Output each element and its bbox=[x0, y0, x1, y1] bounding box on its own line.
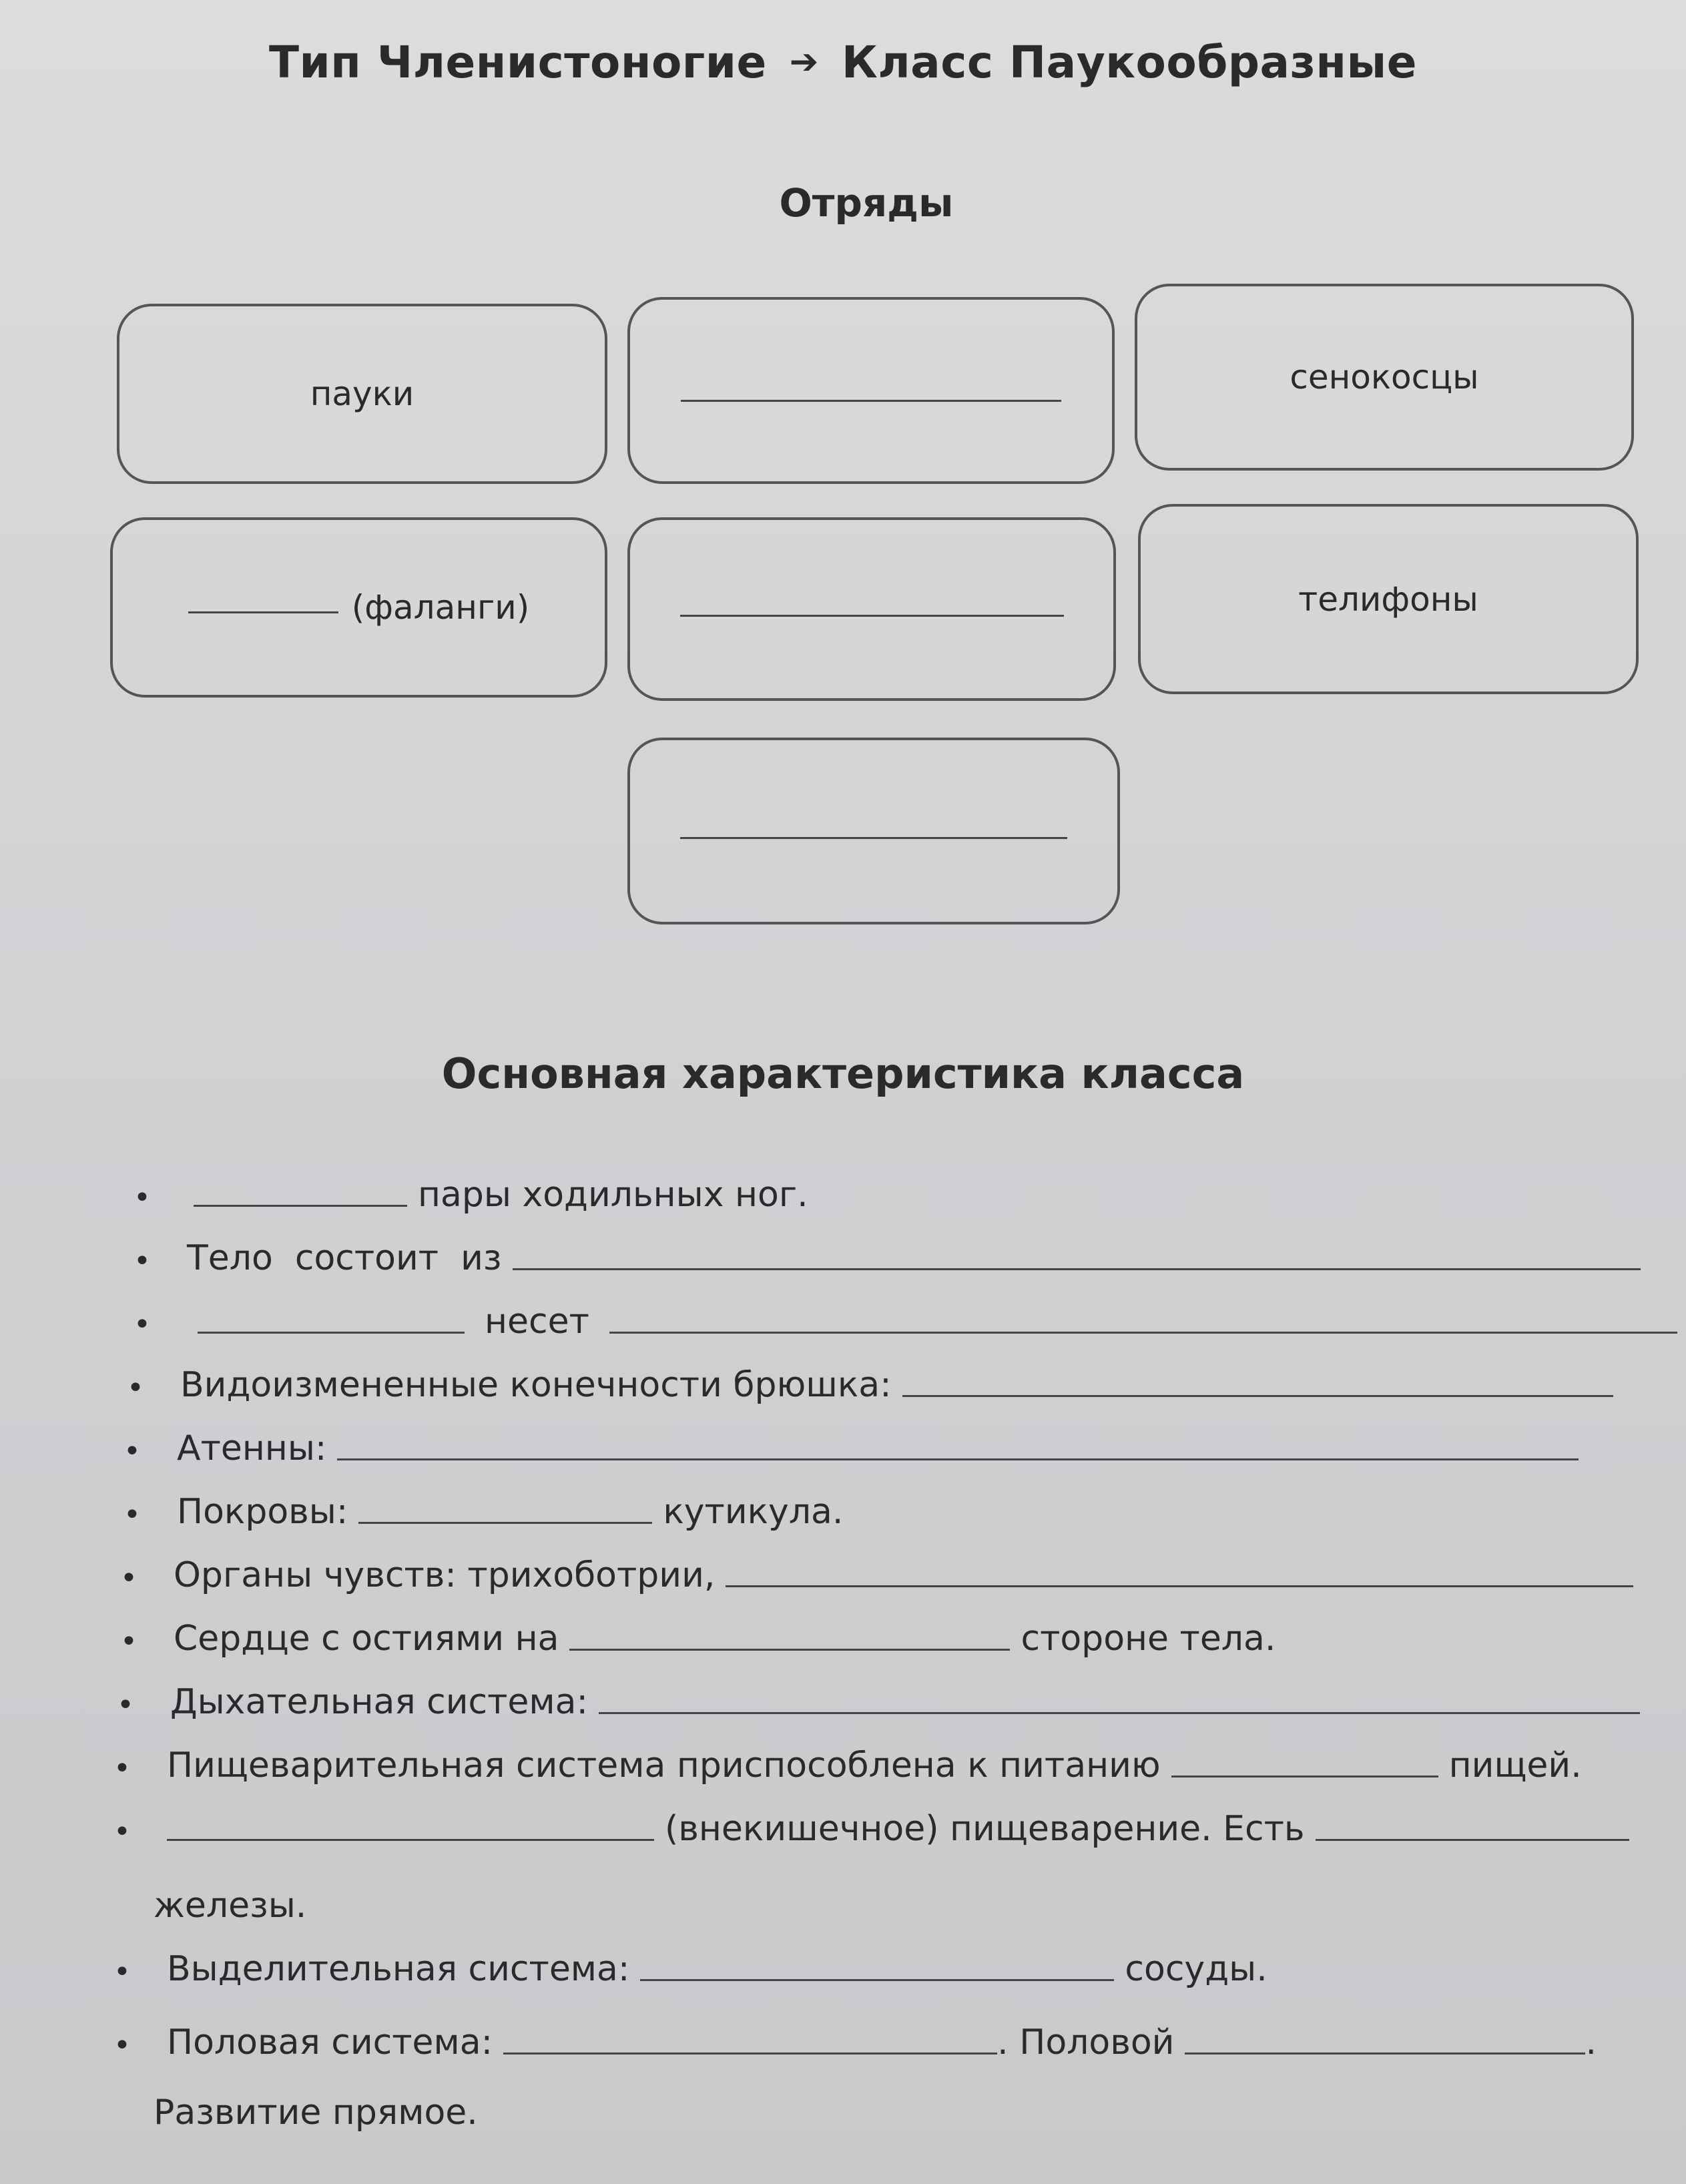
blank-line[interactable] bbox=[503, 2053, 997, 2055]
item-text: Выделительная система: bbox=[167, 1949, 630, 1989]
page-title bbox=[0, 37, 1686, 88]
blank-line[interactable] bbox=[569, 1649, 1010, 1651]
blank-line[interactable] bbox=[1185, 2053, 1585, 2055]
blank-line[interactable] bbox=[902, 1395, 1613, 1397]
blank-line[interactable] bbox=[680, 615, 1064, 617]
item-text: Тело состоит из bbox=[187, 1238, 502, 1278]
order-label: пауки bbox=[310, 374, 414, 413]
item-text: Дыхательная система: bbox=[170, 1682, 589, 1722]
item-text: несет bbox=[485, 1302, 589, 1342]
bullet-icon: • bbox=[123, 1434, 141, 1468]
blank-line[interactable] bbox=[194, 1205, 407, 1207]
bullet-icon: • bbox=[120, 1625, 137, 1659]
item-text: кутикула. bbox=[663, 1492, 844, 1532]
item-text: . bbox=[1585, 2022, 1597, 2063]
blank-line[interactable] bbox=[640, 1979, 1114, 1981]
blank-line[interactable] bbox=[726, 1585, 1633, 1587]
bullet-icon: • bbox=[113, 1815, 131, 1849]
blank-line[interactable] bbox=[337, 1458, 1579, 1460]
item-continuation: железы. bbox=[154, 1886, 307, 1926]
list-item bbox=[113, 1809, 1640, 1849]
list-item bbox=[113, 2022, 1597, 2063]
list-item bbox=[120, 1619, 1276, 1659]
item-text: Органы чувств: трихоботрии, bbox=[174, 1555, 716, 1595]
item-text: пары ходильных ног. bbox=[418, 1175, 808, 1215]
blank-line[interactable] bbox=[513, 1268, 1641, 1270]
blank-line[interactable] bbox=[599, 1712, 1640, 1714]
list-item bbox=[133, 1175, 808, 1215]
blank-line[interactable] bbox=[609, 1332, 1677, 1334]
bullet-icon: • bbox=[117, 1688, 134, 1722]
bullet-icon: • bbox=[120, 1561, 137, 1595]
list-item bbox=[123, 1428, 1589, 1468]
order-box-blank-3[interactable] bbox=[627, 738, 1120, 924]
order-label: сенокосцы bbox=[1290, 358, 1479, 396]
item-text: стороне тела. bbox=[1021, 1619, 1276, 1659]
order-box-solifuges bbox=[110, 517, 607, 698]
item-text: Пищеварительная система приспособлена к питанию bbox=[167, 1745, 1161, 1786]
bullet-icon: • bbox=[123, 1498, 141, 1532]
bullet-icon: • bbox=[133, 1244, 151, 1278]
list-item bbox=[120, 1555, 1644, 1595]
bullet-icon: • bbox=[113, 1955, 131, 1989]
right-arrow-icon: ➔ bbox=[789, 42, 819, 82]
item-text: Атенны: bbox=[177, 1428, 327, 1468]
order-box-whip-scorpions bbox=[1138, 504, 1639, 694]
bullet-icon: • bbox=[133, 1181, 151, 1215]
orders-heading: Отряды bbox=[779, 180, 954, 226]
list-item bbox=[113, 1949, 1268, 1989]
bullet-icon: • bbox=[113, 1751, 131, 1786]
list-item bbox=[133, 1238, 1651, 1278]
order-box-blank-1[interactable] bbox=[627, 297, 1115, 484]
blank-line[interactable] bbox=[1171, 1776, 1438, 1778]
item-text: Сердце с остиями на bbox=[174, 1619, 559, 1659]
order-box-spiders bbox=[117, 304, 607, 484]
characteristics-heading: Основная характеристика класса bbox=[441, 1049, 1245, 1098]
bullet-icon: • bbox=[133, 1308, 151, 1342]
blank-line[interactable] bbox=[167, 1839, 654, 1841]
item-text: Покровы: bbox=[177, 1492, 348, 1532]
list-item bbox=[127, 1365, 1624, 1405]
blank-line[interactable] bbox=[680, 837, 1067, 839]
class-label: Класс Паукообразные bbox=[841, 37, 1417, 88]
blank-line[interactable] bbox=[198, 1332, 465, 1334]
list-item bbox=[133, 1302, 1686, 1342]
blank-line[interactable] bbox=[358, 1522, 652, 1524]
item-text: . Половой bbox=[997, 2022, 1175, 2063]
list-item bbox=[113, 1745, 1582, 1786]
item-text: Половая система: bbox=[167, 2022, 493, 2063]
item-text: сосуды. bbox=[1125, 1949, 1268, 1989]
closing-text: Развитие прямое. bbox=[154, 2093, 478, 2133]
list-item bbox=[123, 1492, 843, 1532]
list-item bbox=[117, 1682, 1651, 1722]
blank-line[interactable] bbox=[188, 611, 338, 613]
blank-line[interactable] bbox=[1316, 1839, 1629, 1841]
bullet-icon: • bbox=[113, 2028, 131, 2063]
item-text: Видоизмененные конечности брюшка: bbox=[180, 1365, 892, 1405]
item-text: (внекишечное) пищеварение. Есть bbox=[665, 1809, 1305, 1849]
order-label: (фаланги) bbox=[351, 588, 530, 627]
order-box-harvestmen bbox=[1135, 284, 1634, 471]
bullet-icon: • bbox=[127, 1371, 144, 1405]
blank-line[interactable] bbox=[681, 400, 1061, 402]
item-text: пищей. bbox=[1448, 1745, 1582, 1786]
order-label: телифоны bbox=[1298, 579, 1478, 619]
order-box-blank-2[interactable] bbox=[627, 517, 1116, 701]
phylum-label: Тип Членистоногие bbox=[269, 37, 767, 88]
